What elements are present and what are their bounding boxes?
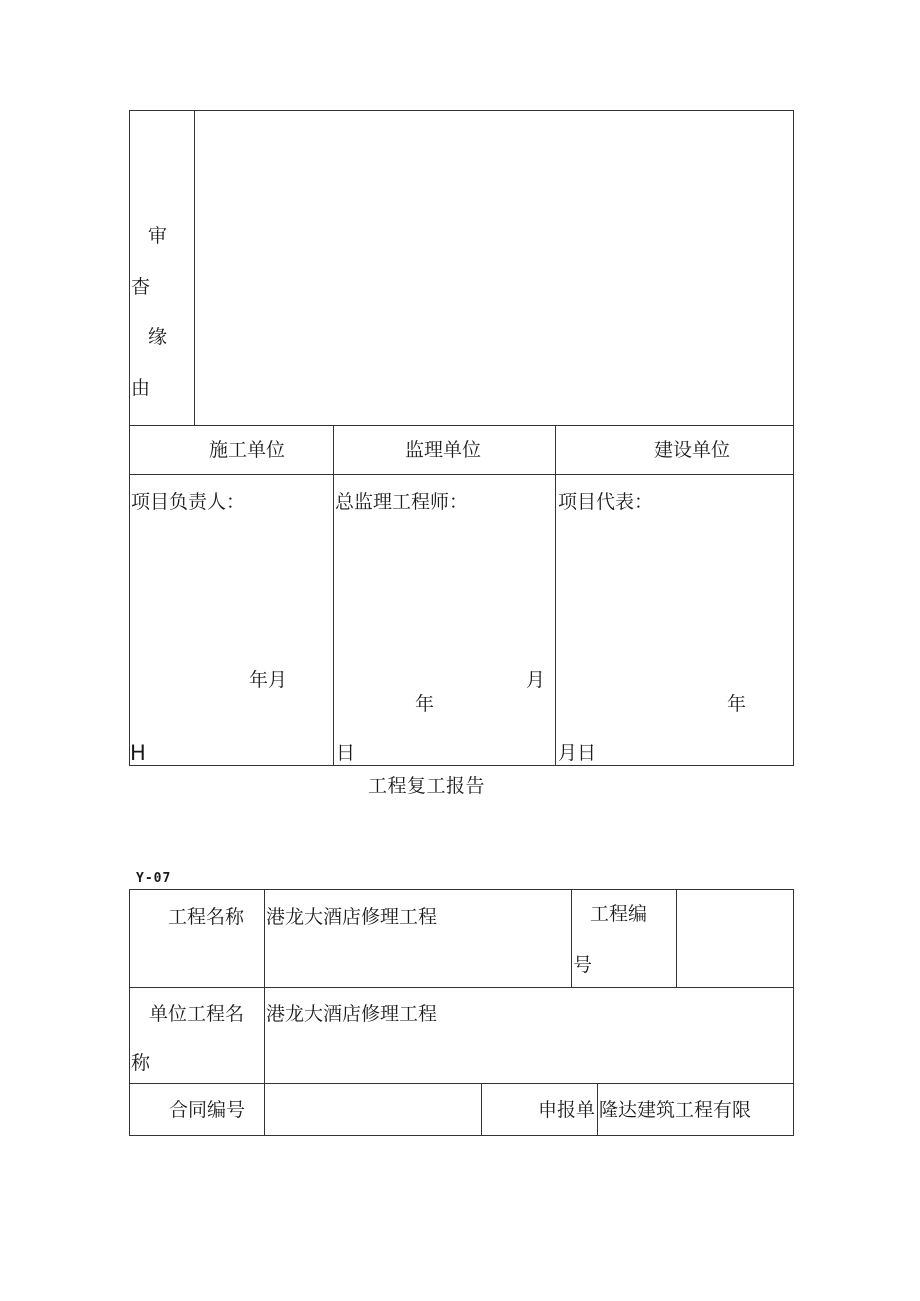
date-owner-year: 年 (727, 693, 747, 715)
row-divider-units (129, 425, 794, 426)
info-border-left (129, 889, 130, 1136)
signer-role-construction: 项目负责人： (131, 491, 246, 513)
unit-header-construction: 施工单位 (209, 439, 286, 461)
project-name-value: 港龙大酒店修理工程 (266, 906, 438, 928)
date-supervision-year: 年 (415, 693, 435, 715)
review-label-char-3: 缘 (148, 326, 168, 348)
info-border-bottom (129, 1135, 794, 1136)
contract-no-label: 合同编号 (169, 1099, 246, 1121)
date-owner-month-day: 月日 (558, 742, 597, 764)
signer-role-owner: 项目代表： (558, 491, 654, 513)
review-label-char-2: 杳 (131, 276, 151, 298)
info-r3-divider-b (597, 1083, 598, 1136)
date-supervision-day: 日 (336, 742, 356, 764)
project-no-label-cont: 号 (573, 954, 593, 976)
unit-project-label: 单位工程名 (149, 1003, 245, 1025)
info-row-divider-2 (129, 1083, 794, 1084)
signer-role-supervision: 总监理工程师： (335, 491, 469, 513)
table-border-bottom (129, 765, 794, 766)
form-code: Y-07 (136, 871, 172, 886)
unit-header-owner: 建设单位 (654, 439, 731, 461)
review-label-char-4: 由 (131, 377, 151, 399)
col-divider-1 (333, 425, 334, 766)
info-border-right (793, 889, 794, 1136)
table-border-right (793, 110, 794, 766)
applicant-label: 申报单 (538, 1099, 596, 1121)
unit-project-value: 港龙大酒店修理工程 (266, 1003, 438, 1025)
info-label-divider (264, 889, 265, 1136)
report-title: 工程复工报告 (368, 775, 486, 797)
info-r3-divider-a (481, 1083, 482, 1136)
info-border-top (129, 889, 794, 890)
unit-project-label-cont: 称 (131, 1052, 151, 1074)
unit-header-supervision: 监理单位 (405, 439, 482, 461)
applicant-value: 隆达建筑工程有限 (599, 1099, 752, 1121)
date-construction-year-month: 年月 (249, 669, 288, 691)
project-no-label: 工程编 (590, 903, 648, 925)
project-name-label: 工程名称 (168, 906, 245, 928)
date-supervision-month: 月 (526, 669, 546, 691)
date-construction-day: H (130, 741, 146, 765)
review-label-char-1: 审 (148, 225, 168, 247)
review-label-divider (194, 110, 195, 425)
info-r1-divider-a (571, 889, 572, 988)
table-border-top (129, 110, 794, 111)
row-divider-signers (129, 474, 794, 475)
table-border-left (129, 110, 130, 766)
col-divider-2 (555, 425, 556, 766)
info-row-divider-1 (129, 987, 794, 988)
info-r1-divider-b (676, 889, 677, 988)
